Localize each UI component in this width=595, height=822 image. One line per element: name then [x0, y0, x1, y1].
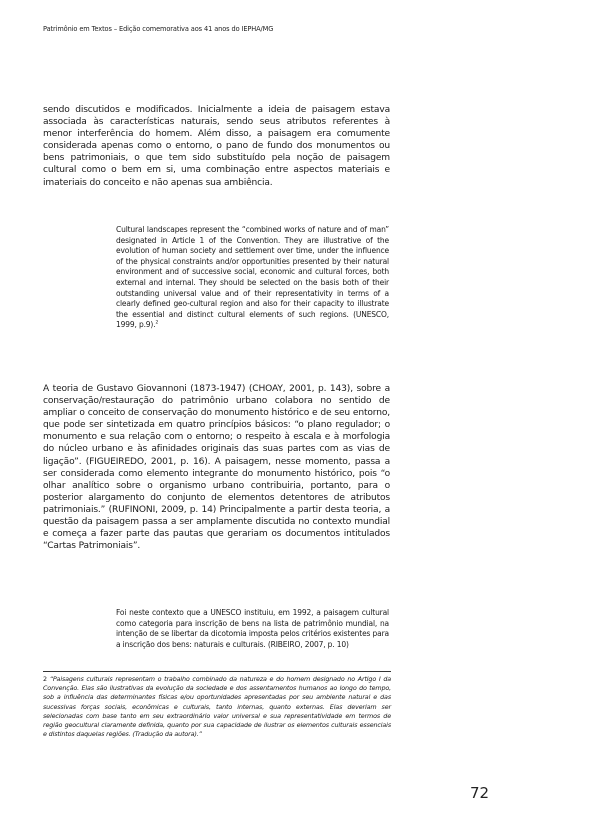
page-number: 72	[470, 784, 490, 802]
footnote-marker[interactable]: 2	[155, 320, 159, 326]
footnote-number: 2	[43, 675, 47, 683]
footnote	[43, 675, 391, 739]
running-header: Patrimônio em Textos – Edição comemorativa aos 41 anos do IEPHA/MG	[43, 25, 274, 33]
body-paragraph-2: A teoria de Gustavo Giovannoni (1873-1947) (CHOAY, 2001, p. 143), sobre a conservação/restauração do patrimônio urbano colabora no sentido de ampliar o conceito de conservação do monumento histórico e de seu entorno, que pode ser sintetizada em quatro princípios básicos: “o plano regulador; o monumento e sua relação com o entorno; o respeito à escala e à morfologia do núcleo urbano e às afinidades originais das suas partes com as vias de ligação”. (FIGUEIREDO, 2001, p. 16). A paisagem, nesse momento, passa a ser considerada como elemento integrante do monumento histórico, pois “o olhar analítico sobre o organismo urbano contribuiria, portanto, para o posterior alargamento do conjunto de elementos detentores de atributos patrimoniais.” (RUFINONI, 2009, p. 14) Principalmente a partir desta teoria, a questão da paisagem passa a ser amplamente discutida no contexto mundial e começa a fazer parte das pautas que gerariam os documentos intitulados “Cartas Patrimoniais”.	[43, 384, 390, 552]
block-quote-unesco	[116, 225, 389, 331]
block-quote-ribeiro: Foi neste contexto que a UNESCO instituiu, em 1992, a paisagem cultural como categoria para inscrição de bens na lista de patrimônio mundial, na intenção de se libertar da dicotomia imposta pelos critérios existentes para a inscrição dos bens: naturais e culturais. (RIBEIRO, 2007, p. 10)	[116, 608, 389, 649]
block-quote-text: Cultural landscapes represent the “combined works of nature and of man” designated in Article 1 of the Convention. They are illustrative of the evolution of human society and settlement over time, under the influence of the physical constraints and/or opportunities presented by their natural environment and of successive social, economic and cultural forces, both external and internal. They should be selected on the basis both of their outstanding universal value and of their representativity in terms of a clearly defined geo-cultural region and also for their capacity to illustrate the essential and distinct cultural elements of such regions. (UNESCO, 1999, p.9).	[116, 225, 389, 330]
body-paragraph-1: sendo discutidos e modificados. Inicialmente a ideia de paisagem estava associada às características naturais, sendo seus atributos referentes à menor interferência do homem. Além disso, a paisagem era comumente considerada apenas como o entorno, o pano de fundo dos monumentos ou bens patrimoniais, o que tem sido substituído pela noção de paisagem cultural como o bem em si, uma combinação entre aspectos materiais e imateriais do conceito e não apenas sua ambiência.	[43, 105, 390, 188]
footnote-text: “Paisagens culturais representam o trabalho combinado da natureza e do homem designado no Artigo I da Convenção. Elas são ilustrativas da evolução da sociedade e dos assentamentos humanos ao longo do tempo, sob a influência das determinantes físicas e/ou oportunidades apresentadas por seu ambiente natural e das sucessivas forças sociais, econômicas e culturais, tanto internas, quanto externas. Elas deveriam ser selecionadas com base tanto em seu extraordinário valor universal e sua representatividade em termos de região geocultural claramente definida, quanto por sua capacidade de ilustrar os elementos culturais essenciais e distintos daquelas regiões. (Tradução da autora).”	[43, 675, 392, 739]
footnote-divider	[43, 671, 391, 672]
